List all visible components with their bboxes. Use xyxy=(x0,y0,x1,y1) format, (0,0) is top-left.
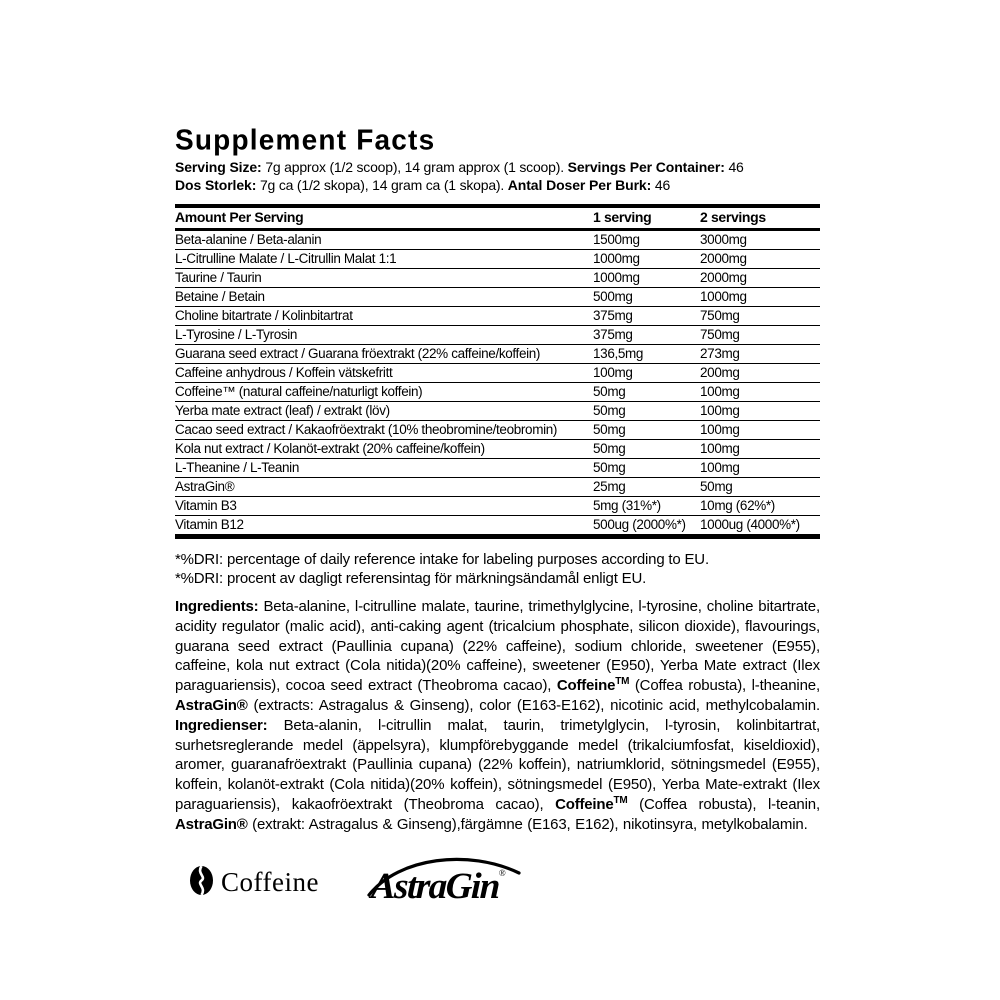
table-header-row xyxy=(175,206,820,230)
ingredient-name: Taurine / Taurin xyxy=(175,269,593,288)
coffeine-logo-text: Coffeine xyxy=(221,867,319,898)
col-header-amount-per-serving: Amount Per Serving xyxy=(175,206,593,230)
ingredient-amount: 50mg xyxy=(593,459,700,478)
ingredient-amount: 200mg xyxy=(700,364,820,383)
table-row xyxy=(175,269,820,288)
ingredient-amount: 1000mg xyxy=(593,269,700,288)
ingredient-amount: 375mg xyxy=(593,307,700,326)
table-row xyxy=(175,345,820,364)
ingredient-amount: 500mg xyxy=(593,288,700,307)
table-row xyxy=(175,383,820,402)
ingredient-name: AstraGin® xyxy=(175,478,593,497)
ingredient-amount: 500ug (2000%*) xyxy=(593,516,700,537)
ingredient-amount: 50mg xyxy=(593,440,700,459)
ingredient-amount: 2000mg xyxy=(700,250,820,269)
ingredient-amount: 50mg xyxy=(593,402,700,421)
serving-size-line-en: Serving Size: 7g approx (1/2 scoop), 14 gram approx (1 scoop). Servings Per Container: 46 xyxy=(175,159,744,175)
table-row xyxy=(175,402,820,421)
ingredient-name: Caffeine anhydrous / Koffein vätskefritt xyxy=(175,364,593,383)
ingredient-amount: 136,5mg xyxy=(593,345,700,364)
ingredient-amount: 273mg xyxy=(700,345,820,364)
ingredient-amount: 375mg xyxy=(593,326,700,345)
table-row xyxy=(175,421,820,440)
col-header-2-servings: 2 servings xyxy=(700,206,820,230)
ingredient-amount: 100mg xyxy=(700,383,820,402)
table-row xyxy=(175,307,820,326)
ingredient-amount: 3000mg xyxy=(700,232,747,247)
ingredient-amount: 10mg (62%*) xyxy=(700,497,820,516)
astragin-logo xyxy=(371,859,506,907)
ingredient-amount: 50mg xyxy=(593,421,700,440)
ingredient-amount: 750mg xyxy=(700,307,820,326)
coffee-bean-icon xyxy=(189,865,214,901)
ingredient-amount: 50mg xyxy=(593,383,700,402)
footnote-sv: *%DRI: procent av dagligt referensintag för märkningsändamål enligt EU. xyxy=(175,570,647,587)
ingredient-name: Beta-alanine / Beta-alanin xyxy=(175,232,322,247)
supplement-facts-label xyxy=(175,123,820,907)
supplement-facts-table xyxy=(175,204,820,539)
table-row xyxy=(175,440,820,459)
ingredient-name: Kola nut extract / Kolanöt-extrakt (20% caffeine/koffein) xyxy=(175,440,593,459)
ingredient-amount: 50mg xyxy=(700,478,820,497)
ingredient-amount: 25mg xyxy=(593,478,700,497)
astragin-logo-text: AstraGin xyxy=(370,865,500,907)
ingredient-name: Betaine / Betain xyxy=(175,288,593,307)
table-body xyxy=(175,230,820,537)
ingredient-amount: 1000mg xyxy=(700,288,820,307)
ingredient-amount: 100mg xyxy=(700,421,820,440)
ingredient-name: Yerba mate extract (leaf) / extrakt (löv) xyxy=(175,402,593,421)
ingredient-amount: 100mg xyxy=(700,440,820,459)
ingredient-amount: 1000ug (4000%*) xyxy=(700,516,820,537)
ingredient-name: Coffeine™ (natural caffeine/naturligt koffein) xyxy=(175,383,593,402)
page-title: Supplement Facts xyxy=(175,123,436,156)
coffeine-logo xyxy=(189,865,319,901)
ingredients-paragraph: Ingredients: Beta-alanine, l-citrulline malate, taurine, trimethylglycine, l-tyrosine, choline bitartrate, acidity regulator (malic acid), anti-caking agent (tricalcium phosphate, silicon dioxide), flavourings, guarana seed extract (Paullinia cupana) (22% caffeine), sodium chloride, sweetener (E955), caffeine, kola nut extract (Cola nitida)(20% caffeine), sweetener (E950), Yerba Mate extract (Ilex paraguariensis), cocoa seed extract (Theobroma cacao), Coffeine™ (Coffea robusta), l-theanine, AstraGin® (extracts: Astragalus & Ginseng), color (E163-E162), nicotinic acid, methylcobalamin. Ingredienser: Beta-alanin, l-citrullin malat, taurin, trimetylglycin, l-tyrosin, kolinbitartrat, surhetsreglerande medel (äppelsyra), klumpförebyggande medel (trikalciumfosfat, kiseldioxid), aromer, guaranafröextrakt (Paullinia cupana) (22% koffein), natriumklorid, sötningsmedel (E955), koffein, kolanöt-extrakt (Cola nitida)(20% koffein), sötningsmedel (E950), Yerba Mate-extrakt (Ilex paraguariensis), kakaofröextrakt (Theobroma cacao), Coffeine™ (Coffea robusta), l-teanin, AstraGin® (extrakt: Astragalus & Ginseng),färgämne (E163, E162), nikotinsyra, metylkobalamin. xyxy=(175,598,820,833)
ingredient-amount: 1500mg xyxy=(593,232,640,247)
table-row xyxy=(175,497,820,516)
table-row xyxy=(175,459,820,478)
ingredient-name: Vitamin B3 xyxy=(175,497,593,516)
ingredient-name: Choline bitartrate / Kolinbitartrat xyxy=(175,307,593,326)
table-row xyxy=(175,230,820,250)
ingredient-name: L-Citrulline Malate / L-Citrullin Malat 1:1 xyxy=(175,250,593,269)
ingredient-name: Guarana seed extract / Guarana fröextrakt (22% caffeine/koffein) xyxy=(175,345,593,364)
ingredient-name: L-Tyrosine / L-Tyrosin xyxy=(175,326,593,345)
ingredient-amount: 100mg xyxy=(700,459,820,478)
col-header-1-serving: 1 serving xyxy=(593,206,700,230)
footnotes xyxy=(175,550,820,588)
ingredient-amount: 5mg (31%*) xyxy=(593,497,700,516)
table-row xyxy=(175,478,820,497)
brand-logos xyxy=(175,859,820,907)
serving-size-line-sv: Dos Storlek: 7g ca (1/2 skopa), 14 gram ca (1 skopa). Antal Doser Per Burk: 46 xyxy=(175,177,671,193)
table-row xyxy=(175,288,820,307)
astragin-registered-mark: ® xyxy=(498,867,506,878)
ingredient-amount: 1000mg xyxy=(593,250,700,269)
ingredient-amount: 750mg xyxy=(700,326,820,345)
table-row xyxy=(175,516,820,537)
ingredient-name: Cacao seed extract / Kakaofröextrakt (10% theobromine/teobromin) xyxy=(175,421,593,440)
ingredient-amount: 2000mg xyxy=(700,269,820,288)
ingredient-amount: 100mg xyxy=(700,402,820,421)
ingredient-name: Vitamin B12 xyxy=(175,516,593,537)
table-row xyxy=(175,326,820,345)
ingredient-amount: 100mg xyxy=(593,364,700,383)
footnote-en: *%DRI: percentage of daily reference intake for labeling purposes according to EU. xyxy=(175,551,709,568)
table-row xyxy=(175,364,820,383)
table-row xyxy=(175,250,820,269)
ingredient-name: L-Theanine / L-Teanin xyxy=(175,459,593,478)
